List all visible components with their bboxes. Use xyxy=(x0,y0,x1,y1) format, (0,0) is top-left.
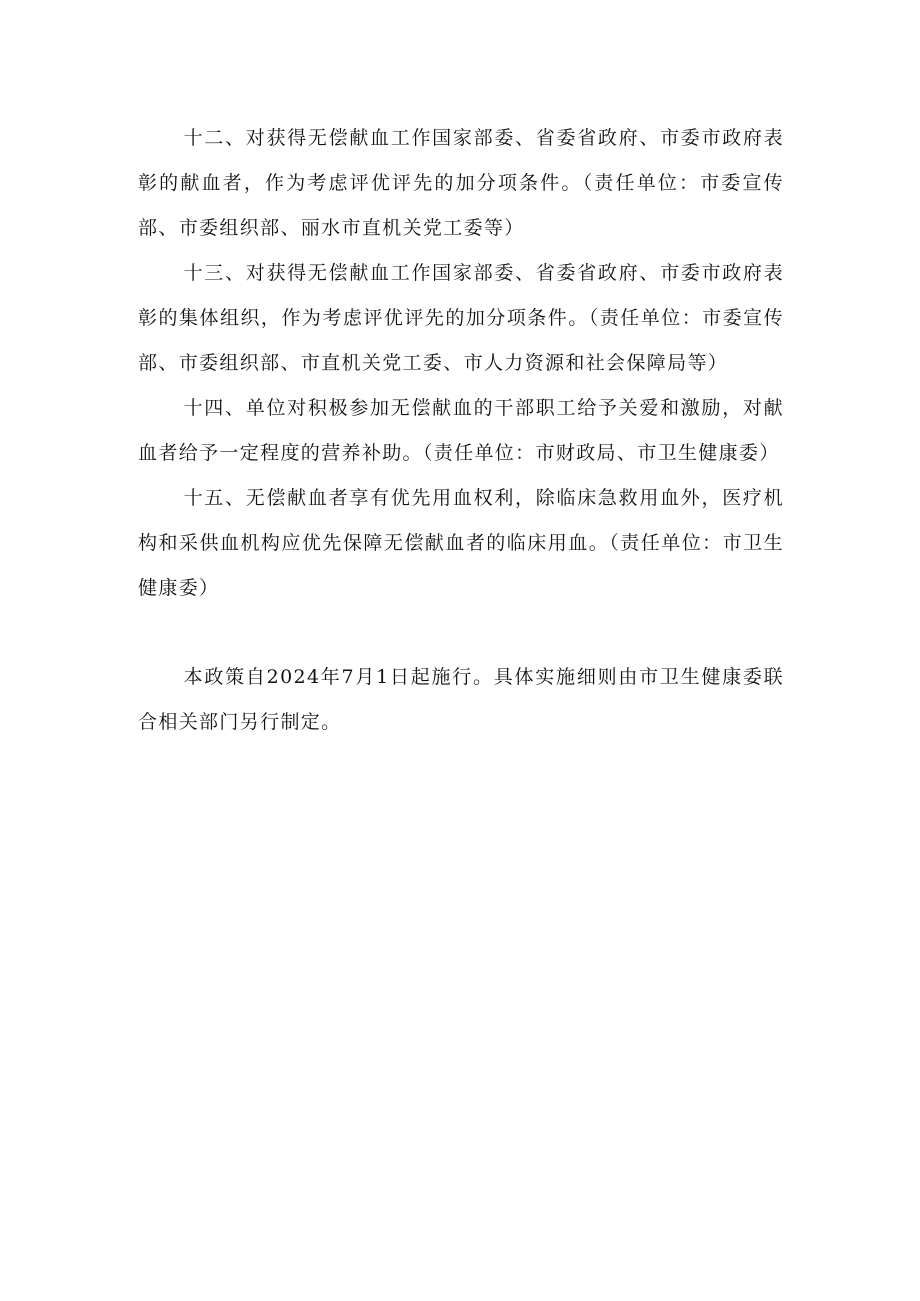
document-body xyxy=(138,116,784,745)
effective-date-paragraph: 本政策自2024年7月1日起施行。具体实施细则由市卫生健康委联合相关部门另行制定。 xyxy=(138,666,784,733)
article-15-paragraph: 十五、无偿献血者享有优先用血权利，除临床急救用血外，医疗机构和采供血机构应优先保障无偿献血者的临床用血。（责任单位：市卫生健康委） xyxy=(138,487,784,599)
paragraph-spacer xyxy=(138,611,784,655)
article-12-paragraph: 十二、对获得无偿献血工作国家部委、省委省政府、市委市政府表彰的献血者，作为考虑评优评先的加分项条件。（责任单位：市委宣传部、市委组织部、丽水市直机关党工委等） xyxy=(138,127,784,239)
article-13-paragraph: 十三、对获得无偿献血工作国家部委、省委省政府、市委市政府表彰的集体组织，作为考虑评优评先的加分项条件。（责任单位：市委宣传部、市委组织部、市直机关党工委、市人力资源和社会保障局等） xyxy=(138,262,784,374)
article-14-paragraph: 十四、单位对积极参加无偿献血的干部职工给予关爱和激励，对献血者给予一定程度的营养补助。（责任单位：市财政局、市卫生健康委） xyxy=(138,397,784,464)
